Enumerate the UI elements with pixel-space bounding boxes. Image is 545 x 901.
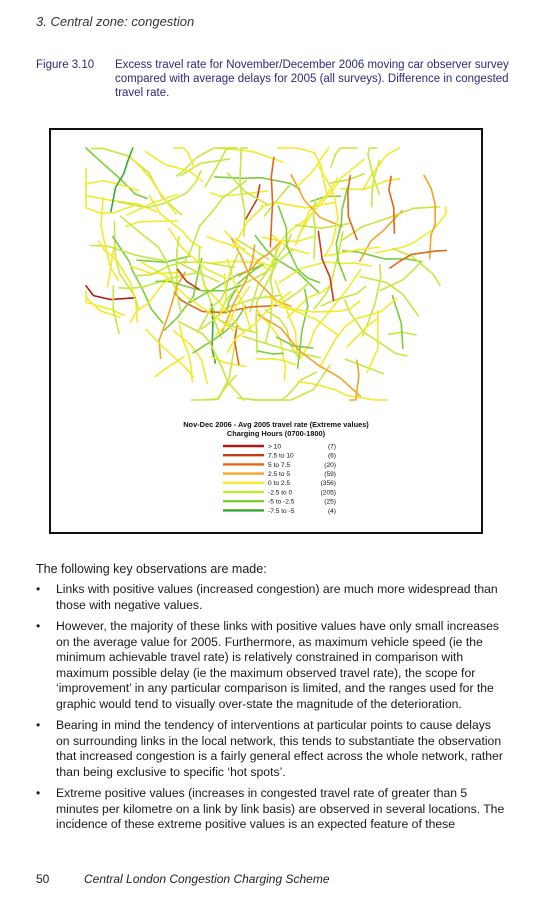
- road-link: [174, 148, 194, 168]
- legend-range: > 10: [268, 443, 282, 451]
- road-link: [205, 148, 237, 187]
- road-link: [331, 148, 357, 167]
- road-link: [264, 185, 289, 216]
- footer-title: Central London Congestion Charging Scheme: [84, 872, 330, 886]
- legend-range: 2.5 to 5: [268, 471, 290, 478]
- list-item: [36, 582, 506, 613]
- bullet-icon: •: [36, 786, 41, 800]
- road-link: [314, 232, 342, 309]
- bullet-icon: •: [36, 718, 41, 732]
- road-link: [107, 244, 114, 287]
- observation-text: Extreme positive values (increases in congested travel rate of greater than 5 minutes per kilometre on a link by link basis) are observed in several locations. The incidence of these extreme positive values is an expected feature of these: [56, 786, 505, 831]
- bullet-icon: •: [36, 582, 41, 596]
- observations-list: [36, 582, 506, 839]
- road-link: [330, 174, 364, 183]
- observation-text: However, the majority of these links with positive values have only small increases on the average value for 2005. Furthermore, as maximum vehicle speed (ie the minimum achievable travel rate) is relatively constrained in comparison with maximum possible delay (ie the maximum observed travel rate), the scope for ‘improvement’ in any particular comparison is limited, and the ranges used for the graphic would tend to visually over-state the magnitude of the deterioration.: [56, 619, 500, 711]
- road-link: [113, 286, 119, 334]
- road-link: [278, 148, 328, 196]
- road-link: [198, 252, 239, 333]
- observation-text: Bearing in mind the tendency of interventions at particular points to cause delays on surrounding links in the local network, this tends to substantiate the observation that increased congestion is a fairly general effect across the whole network, rather than being exclusive to specific ‘hot spots’.: [56, 718, 503, 779]
- road-link: [234, 325, 238, 364]
- figure-caption-text: Excess travel rate for November/December 2006 moving car observer survey compared with average delays for 2005 (all surveys). Difference in congested travel rate.: [115, 59, 509, 99]
- road-link: [238, 366, 330, 401]
- road-link: [256, 359, 295, 365]
- observations-intro: The following key observations are made:: [36, 562, 267, 576]
- section-header: 3. Central zone: congestion: [36, 14, 195, 29]
- road-link: [326, 247, 379, 256]
- legend-count: (7): [327, 443, 336, 451]
- legend-count: (20): [324, 461, 336, 469]
- road-link: [146, 329, 193, 376]
- map-legend: [183, 420, 369, 515]
- road-link: [174, 331, 207, 384]
- road-link: [345, 300, 407, 356]
- road-link: [257, 351, 283, 354]
- legend-count: (4): [327, 507, 336, 515]
- road-link: [246, 185, 260, 219]
- legend-title: Nov-Dec 2006 - Avg 2005 travel rate (Extreme values): [183, 420, 369, 429]
- road-link: [287, 284, 332, 318]
- road-link: [345, 359, 383, 373]
- road-link: [177, 237, 181, 313]
- legend-range: 5 to 7.5: [268, 461, 290, 469]
- road-link: [266, 245, 277, 343]
- legend-count: (356): [320, 480, 336, 488]
- legend-range: 0 to 2.5: [268, 480, 290, 488]
- figure-label: Figure 3.10: [36, 59, 95, 71]
- road-link: [262, 237, 313, 242]
- legend-range: -2.5 to 0: [268, 489, 293, 497]
- page-number: 50: [36, 872, 50, 886]
- road-link: [155, 357, 184, 377]
- legend-range: 7.5 to 10: [268, 452, 294, 460]
- road-link: [318, 232, 333, 301]
- road-link: [207, 237, 245, 250]
- legend-range: -7.5 to -5: [268, 507, 295, 515]
- legend-range: -5 to -2.5: [268, 498, 295, 506]
- road-link: [86, 169, 135, 214]
- legend-count: (6): [327, 452, 336, 460]
- observation-text: Links with positive values (increased congestion) are much more widespread than those with negative values.: [56, 582, 498, 612]
- road-links: [86, 148, 446, 400]
- road-network-map: [49, 128, 483, 534]
- legend-count: (59): [324, 471, 336, 478]
- road-link: [233, 207, 263, 247]
- road-link: [348, 176, 357, 240]
- road-link: [392, 296, 403, 349]
- road-link: [314, 200, 316, 259]
- road-link: [380, 261, 422, 290]
- road-link: [178, 321, 244, 400]
- list-item: [36, 718, 506, 780]
- legend-subtitle: Charging Hours (0700-1800): [226, 429, 326, 438]
- list-item: [36, 619, 506, 712]
- road-link: [424, 175, 435, 258]
- road-link: [360, 277, 419, 317]
- bullet-icon: •: [36, 619, 41, 633]
- road-link: [184, 181, 246, 264]
- road-link: [270, 157, 274, 246]
- road-link: [101, 198, 118, 281]
- road-link: [211, 357, 245, 367]
- legend-count: (205): [320, 489, 336, 497]
- legend-count: (25): [324, 498, 336, 506]
- list-item: [36, 786, 506, 833]
- map-canvas: [51, 130, 481, 532]
